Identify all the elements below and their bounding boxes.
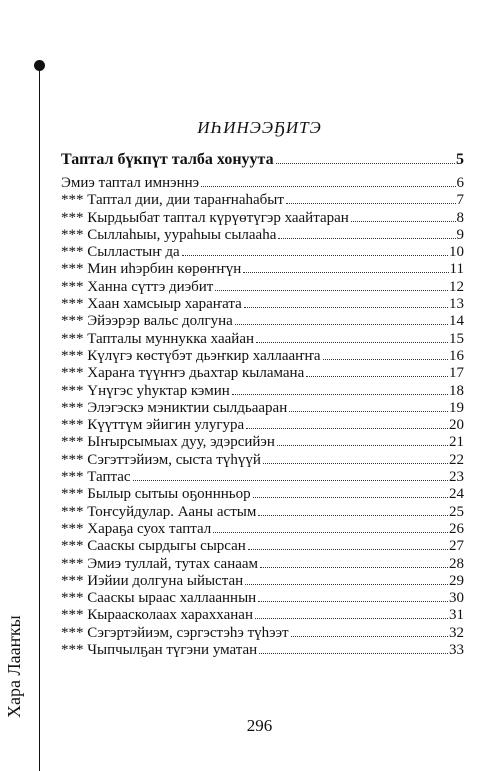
toc-entry [61,556,464,573]
toc-entry-title: *** Хараҥа түүҥҥэ дьахтар кыламана [61,365,305,382]
toc-entry-title: *** Күлүгэ көстүбэт дьэҥкир халлааҥҥа [61,347,321,364]
toc-entry-title: *** Эйээрэр вальс долгуна [61,313,233,330]
toc-entry [61,261,464,278]
toc-entry-title: *** Элэгэскэ мэниктии сылдьааран [61,399,288,416]
toc-entry-page: 14 [449,313,464,330]
toc-entry-title: *** Сэгэттэйиэм, сыста түһүүй [61,451,261,468]
bullet-dot [34,60,45,71]
toc-entry-title: *** Сааскы сырдыгы сырсан [61,538,246,555]
toc-entry [61,400,464,417]
dot-leader [291,636,448,637]
toc-entry-title: *** Сылластыҥ да [61,244,180,261]
toc-entry-page: 27 [449,538,464,555]
toc-entry [61,452,464,469]
toc-entry-title: *** Былыр сытыы оҕоннньор [61,486,251,503]
contents-heading: ИҺИНЭЭҔИТЭ [197,118,322,137]
toc-entry-page: 9 [456,226,464,243]
toc-entry-page: 21 [449,434,464,451]
dot-leader [263,463,448,464]
dot-leader [215,290,448,291]
toc-entry [61,296,464,313]
toc-entry-page: 31 [449,607,464,624]
toc-entry-page: 33 [449,642,464,659]
toc-entry [61,192,464,209]
dot-leader [235,324,448,325]
dot-leader [213,532,448,533]
toc-entry-title: *** Үнүгэс уһуктар кэмин [61,382,230,399]
dot-leader [260,567,448,568]
toc-entry-page: 29 [449,572,464,589]
toc-entry [61,469,464,486]
toc-entry-title: *** Сэгэртэйиэм, сэргэстэһэ түһээт [61,624,289,641]
toc-entry [61,521,464,538]
toc-entry-title: *** Сааскы ыраас халлааннын [61,590,257,607]
dot-leader [323,359,448,360]
toc-entry [61,590,464,607]
dot-leader [259,653,448,654]
toc-entry-page: 6 [456,175,464,191]
dot-leader [243,272,448,273]
toc-entry-page: 20 [449,417,464,434]
toc-entry [61,348,464,365]
dot-leader [246,428,448,429]
table-of-contents [61,151,464,659]
toc-entry-title: *** Ханна сүттэ диэбит [61,278,214,295]
dot-leader [278,238,455,239]
toc-entry-page: 22 [449,451,464,468]
toc-entry-title: *** Хараҕа суох таптал [61,520,212,537]
toc-entry-title: *** Таптас [61,469,131,486]
toc-entry [61,279,464,296]
toc-entry-page: 17 [449,365,464,382]
toc-entry-page: 32 [449,624,464,641]
dot-leader [232,394,448,395]
toc-entry [61,331,464,348]
toc-entry [61,244,464,261]
page-number: 296 [246,716,273,735]
toc-entry [61,538,464,555]
toc-entry [61,504,464,521]
dot-leader [201,186,455,187]
toc-entry-page: 19 [449,399,464,416]
dot-leader [276,163,455,164]
toc-entry [61,365,464,382]
toc-entry [61,383,464,400]
dot-leader [256,342,448,343]
toc-entry-page: 16 [449,347,464,364]
toc-entry-page: 10 [449,244,464,261]
toc-entry-page: 8 [456,209,464,226]
toc-entry [61,175,464,192]
toc-entry [61,642,464,659]
toc-entry-title: *** Таптал дии, дии тараҥнаһабыт [61,192,284,209]
dot-leader [248,549,448,550]
running-head-author: Хара Лааҥкы [4,615,24,718]
toc-entry [61,227,464,244]
toc-entry-page: 15 [449,330,464,347]
toc-entry-page: 23 [449,469,464,486]
dot-leader [351,221,456,222]
dot-leader [286,203,456,204]
toc-entry-title: Таптал бүкпүт талба хонуута [61,151,274,168]
toc-entry [61,313,464,330]
toc-entry-title: *** Мин иһэрбин көрөҥҥүн [61,261,242,278]
toc-entry [61,151,464,169]
toc-entry-title: *** Тоҥсуйдулар. Ааны астым [61,503,257,520]
toc-entry-page: 18 [449,382,464,399]
toc-entry [61,607,464,624]
dot-leader [306,376,448,377]
dot-leader [255,618,448,619]
toc-entry-page: 24 [449,486,464,503]
toc-entry-page: 7 [456,192,464,209]
toc-entry-title: *** Ыҥырсымыах дуу, эдэрсийэн [61,434,275,451]
toc-entry-title: *** Чыпчылҕан түгэни уматан [61,642,258,659]
toc-entry-title: *** Тапталы муннукка хаайан [61,330,255,347]
dot-leader [245,584,448,585]
margin-rule [39,68,40,771]
toc-entry-page: 30 [449,590,464,607]
dot-leader [182,255,448,256]
toc-entry-title: *** Кырдьыбат таптал күрүөтүгэр хаайтаран [61,209,349,226]
toc-entry [61,486,464,503]
dot-leader [253,497,448,498]
dot-leader [277,445,448,446]
toc-entry-title: *** Сыллаһыы, уураһыы сылааһа [61,226,277,243]
dot-leader [133,480,448,481]
toc-entry-page: 12 [449,278,464,295]
toc-entry-title: Эмиэ таптал имнэннэ [61,175,200,191]
toc-entry-title: *** Күүттүм эйигин улугура [61,417,245,434]
toc-entry-page: 26 [449,520,464,537]
toc-entry [61,434,464,451]
toc-entry [61,417,464,434]
toc-entry [61,625,464,642]
toc-entry-title: *** Хаан хамсыыр хараҥата [61,296,242,313]
toc-entry-page: 28 [449,555,464,572]
toc-entry-page: 11 [449,261,464,278]
toc-entry-title: *** Иэйии долгуна ыйыстан [61,572,244,589]
dot-leader [258,601,448,602]
toc-entry-title: *** Кыраасколаах харахханан [61,607,253,624]
toc-entry-page: 5 [456,151,464,168]
dot-leader [289,411,448,412]
toc-entry-title: *** Эмиэ туллай, тутах санаам [61,555,259,572]
dot-leader [258,515,448,516]
toc-entry-page: 13 [449,296,464,313]
dot-leader [244,307,448,308]
toc-entry [61,573,464,590]
toc-entry-page: 25 [449,503,464,520]
toc-entry [61,210,464,227]
